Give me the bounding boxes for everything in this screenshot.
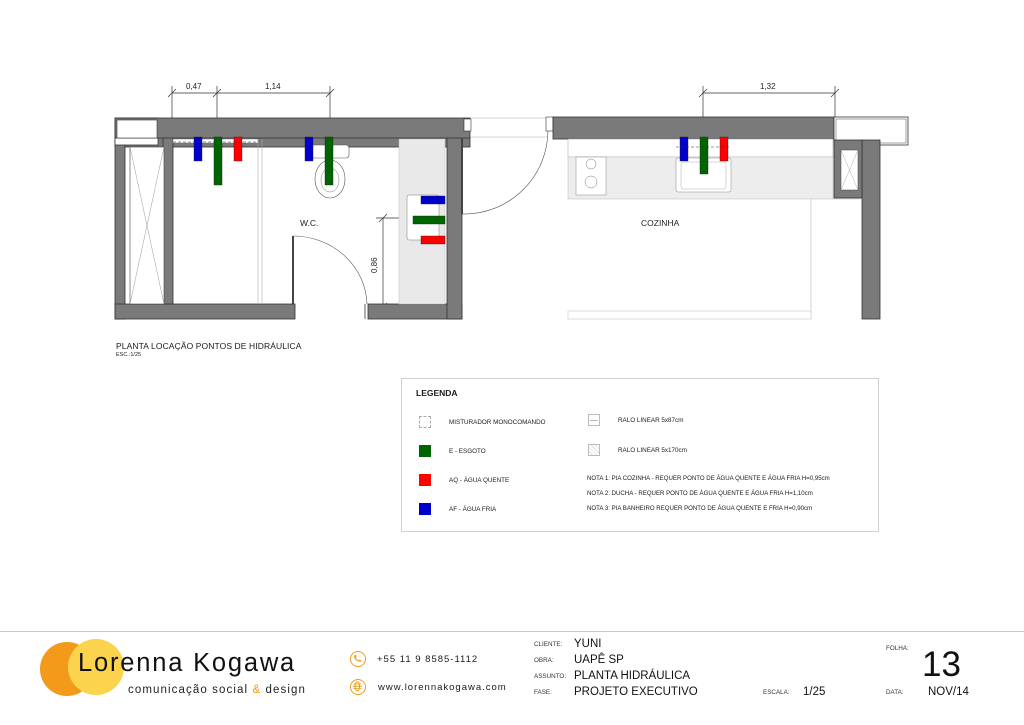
footer-divider xyxy=(0,631,1024,632)
fase-value: PROJETO EXECUTIVO xyxy=(574,686,698,698)
dimension-label: 1,14 xyxy=(265,82,281,91)
legend-label: E - ESGOTO xyxy=(449,448,486,455)
assunto-label: ASSUNTO: xyxy=(534,673,567,680)
website-link[interactable]: www.lorennakogawa.com xyxy=(378,682,507,693)
obra-value: UAPÊ SP xyxy=(574,654,624,666)
legend-label: RALO LINEAR 5x87cm xyxy=(618,417,684,424)
legend-label: RALO LINEAR 5x170cm xyxy=(618,447,687,454)
legend-swatch-hot-water xyxy=(419,474,431,486)
legend-label: MISTURADOR MONOCOMANDO xyxy=(449,419,546,426)
drawing-caption: PLANTA LOCAÇÃO PONTOS DE HIDRÁULICA xyxy=(116,341,302,351)
legend-swatch-cold-water xyxy=(419,503,431,515)
legend-box xyxy=(401,378,879,532)
data-label: DATA: xyxy=(886,689,904,696)
legend-swatch-drain-87 xyxy=(588,414,600,426)
dimension-label: 0,86 xyxy=(370,257,379,273)
phone-icon xyxy=(350,651,366,667)
cliente-value: YUNI xyxy=(574,638,602,650)
note-2: NOTA 2: DUCHA - REQUER PONTO DE ÁGUA QUENTE E ÁGUA FRIA H=1,10cm xyxy=(587,490,813,497)
room-label-kitchen: COZINHA xyxy=(641,218,680,228)
date-value: NOV/14 xyxy=(928,686,969,698)
room-label-wc: W.C. xyxy=(300,218,319,228)
obra-label: OBRA: xyxy=(534,657,554,664)
note-1: NOTA 1: PIA COZINHA - REQUER PONTO DE ÁGUA QUENTE E ÁGUA FRIA H=0,95cm xyxy=(587,475,830,482)
drawing-scale: ESC.:1/25 xyxy=(116,352,142,358)
fase-label: FASE: xyxy=(534,689,552,696)
escala-value: 1/25 xyxy=(803,686,826,698)
cliente-label: CLIENTE: xyxy=(534,641,563,648)
dimension-label: 1,32 xyxy=(760,82,776,91)
legend-label: AF - ÁGUA FRIA xyxy=(449,506,497,513)
globe-icon xyxy=(350,679,366,695)
legend-swatch-mixer xyxy=(419,416,431,428)
phone-number[interactable]: +55 11 9 8585-1112 xyxy=(377,654,479,665)
sheet-number: 13 xyxy=(922,645,961,684)
folha-label: FOLHA: xyxy=(886,645,909,652)
legend-label: AQ - ÁGUA QUENTE xyxy=(449,477,510,484)
dimension-label: 0,47 xyxy=(186,82,202,91)
escala-label: ESCALA: xyxy=(763,689,790,696)
brand-tagline: comunicação social & design xyxy=(128,684,307,696)
legend-swatch-drain-170 xyxy=(588,444,600,456)
legend-swatch-sewer xyxy=(419,445,431,457)
note-3: NOTA 3: PIA BANHEIRO REQUER PONTO DE ÁGUA QUENTE E FRIA H=0,90cm xyxy=(587,505,813,512)
assunto-value: PLANTA HIDRÁULICA xyxy=(574,670,691,682)
legend-title: LEGENDA xyxy=(416,388,458,398)
brand-name: Lorenna Kogawa xyxy=(78,649,297,677)
